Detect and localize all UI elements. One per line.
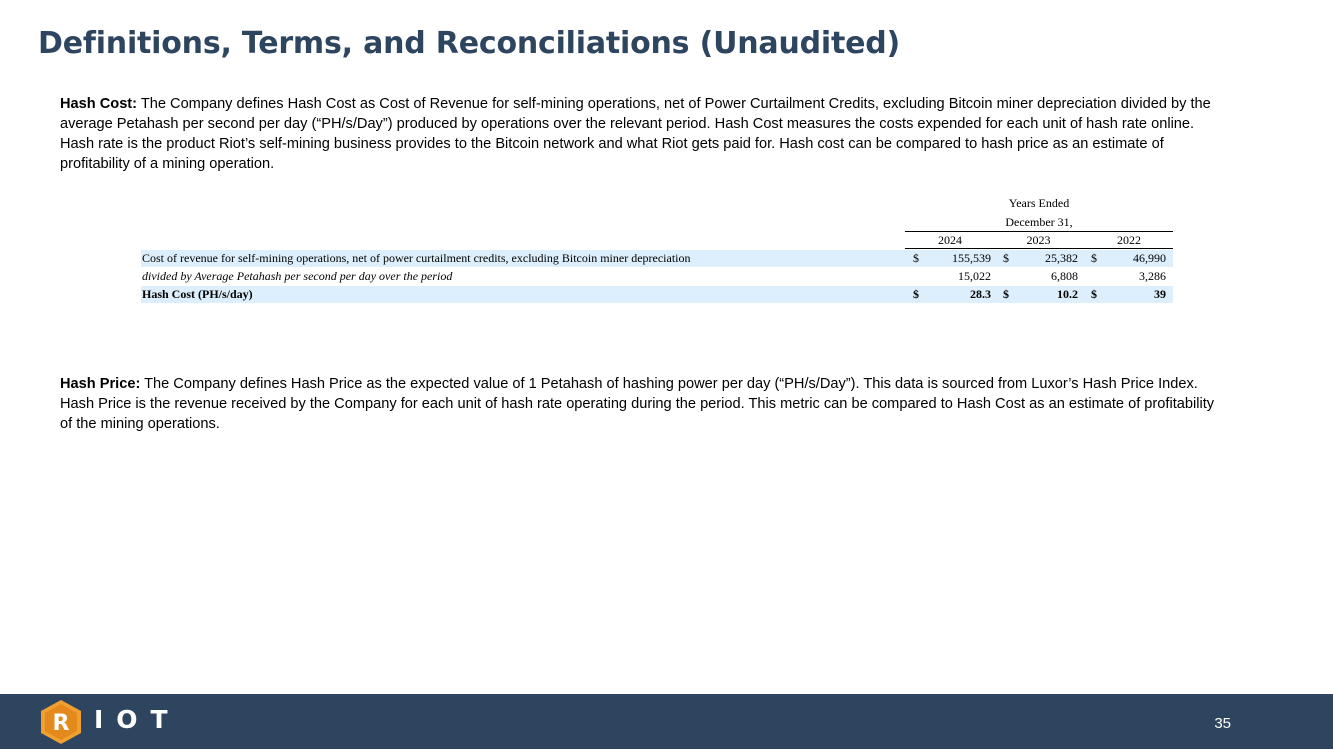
year-2022: 2022 [1117, 233, 1141, 247]
value-2024: 28.3 [970, 287, 991, 301]
page-title: Definitions, Terms, and Reconciliations (Unaudited) [38, 26, 901, 61]
page-number: 35 [1214, 715, 1231, 732]
value-2022: 46,990 [1133, 251, 1166, 265]
row-label: Hash Cost (PH/s/day) [142, 287, 253, 301]
hash-cost-term: Hash Cost: [60, 96, 138, 112]
row-label: divided by Average Petahash per second per day over the period [142, 269, 453, 283]
value-2022: 3,286 [1139, 269, 1166, 283]
table-header-date: December 31, [1005, 215, 1073, 229]
footer-bar [0, 694, 1333, 749]
hash-cost-definition [60, 94, 1220, 174]
table-header-years-ended: Years Ended [1008, 196, 1070, 210]
hash-price-definition [60, 374, 1220, 434]
year-rule [905, 248, 1173, 249]
row-label: Cost of revenue for self-mining operations, net of power curtailment credits, excluding Bitcoin miner depreciation [142, 251, 691, 265]
table-row-hash-cost [141, 286, 1173, 303]
currency-2023: $ [1003, 251, 1009, 265]
year-2023: 2023 [1026, 233, 1051, 247]
logo-letter: R [52, 711, 70, 736]
currency-2024: $ [913, 251, 919, 265]
hash-price-text: The Company defines Hash Price as the expected value of 1 Petahash of hashing power per day (“PH/s/Day”). This data is sourced from Luxor’s Hash Price Index. Hash Price is the revenue received by the Company for each unit of hash rate operating during the period. This metric can be compared to Hash Cost as an estimate of profitability of the mining operations. [60, 376, 1215, 432]
value-2023: 25,382 [1045, 251, 1078, 265]
value-2023: 10.2 [1057, 287, 1078, 301]
hash-cost-text: The Company defines Hash Cost as Cost of Revenue for self-mining operations, net of Power Curtailment Credits, excluding Bitcoin miner depreciation divided by the average Petahash per second per day (“PH/s/Day”) produced by operations over the relevant period. Hash Cost measures the costs expended for each unit of hash rate online. Hash rate is the product Riot’s self-mining business provides to the Bitcoin network and what Riot gets paid for. Hash cost can be compared to hash price as an estimate of profitability of a mining operation. [60, 96, 1211, 172]
value-2023: 6,808 [1051, 269, 1078, 283]
year-2024: 2024 [938, 233, 962, 247]
table-row-cost-of-revenue [141, 250, 1173, 267]
riot-logo-icon [40, 699, 82, 745]
currency-2024: $ [913, 287, 919, 301]
header-rule [905, 231, 1173, 232]
table-row-avg-petahash [141, 268, 1173, 285]
value-2024: 155,539 [952, 251, 991, 265]
hash-price-term: Hash Price: [60, 376, 141, 392]
currency-2023: $ [1003, 287, 1009, 301]
logo-wordmark: IOT [94, 705, 181, 734]
value-2022: 39 [1154, 287, 1166, 301]
currency-2022: $ [1091, 287, 1097, 301]
currency-2022: $ [1091, 251, 1097, 265]
value-2024: 15,022 [958, 269, 991, 283]
